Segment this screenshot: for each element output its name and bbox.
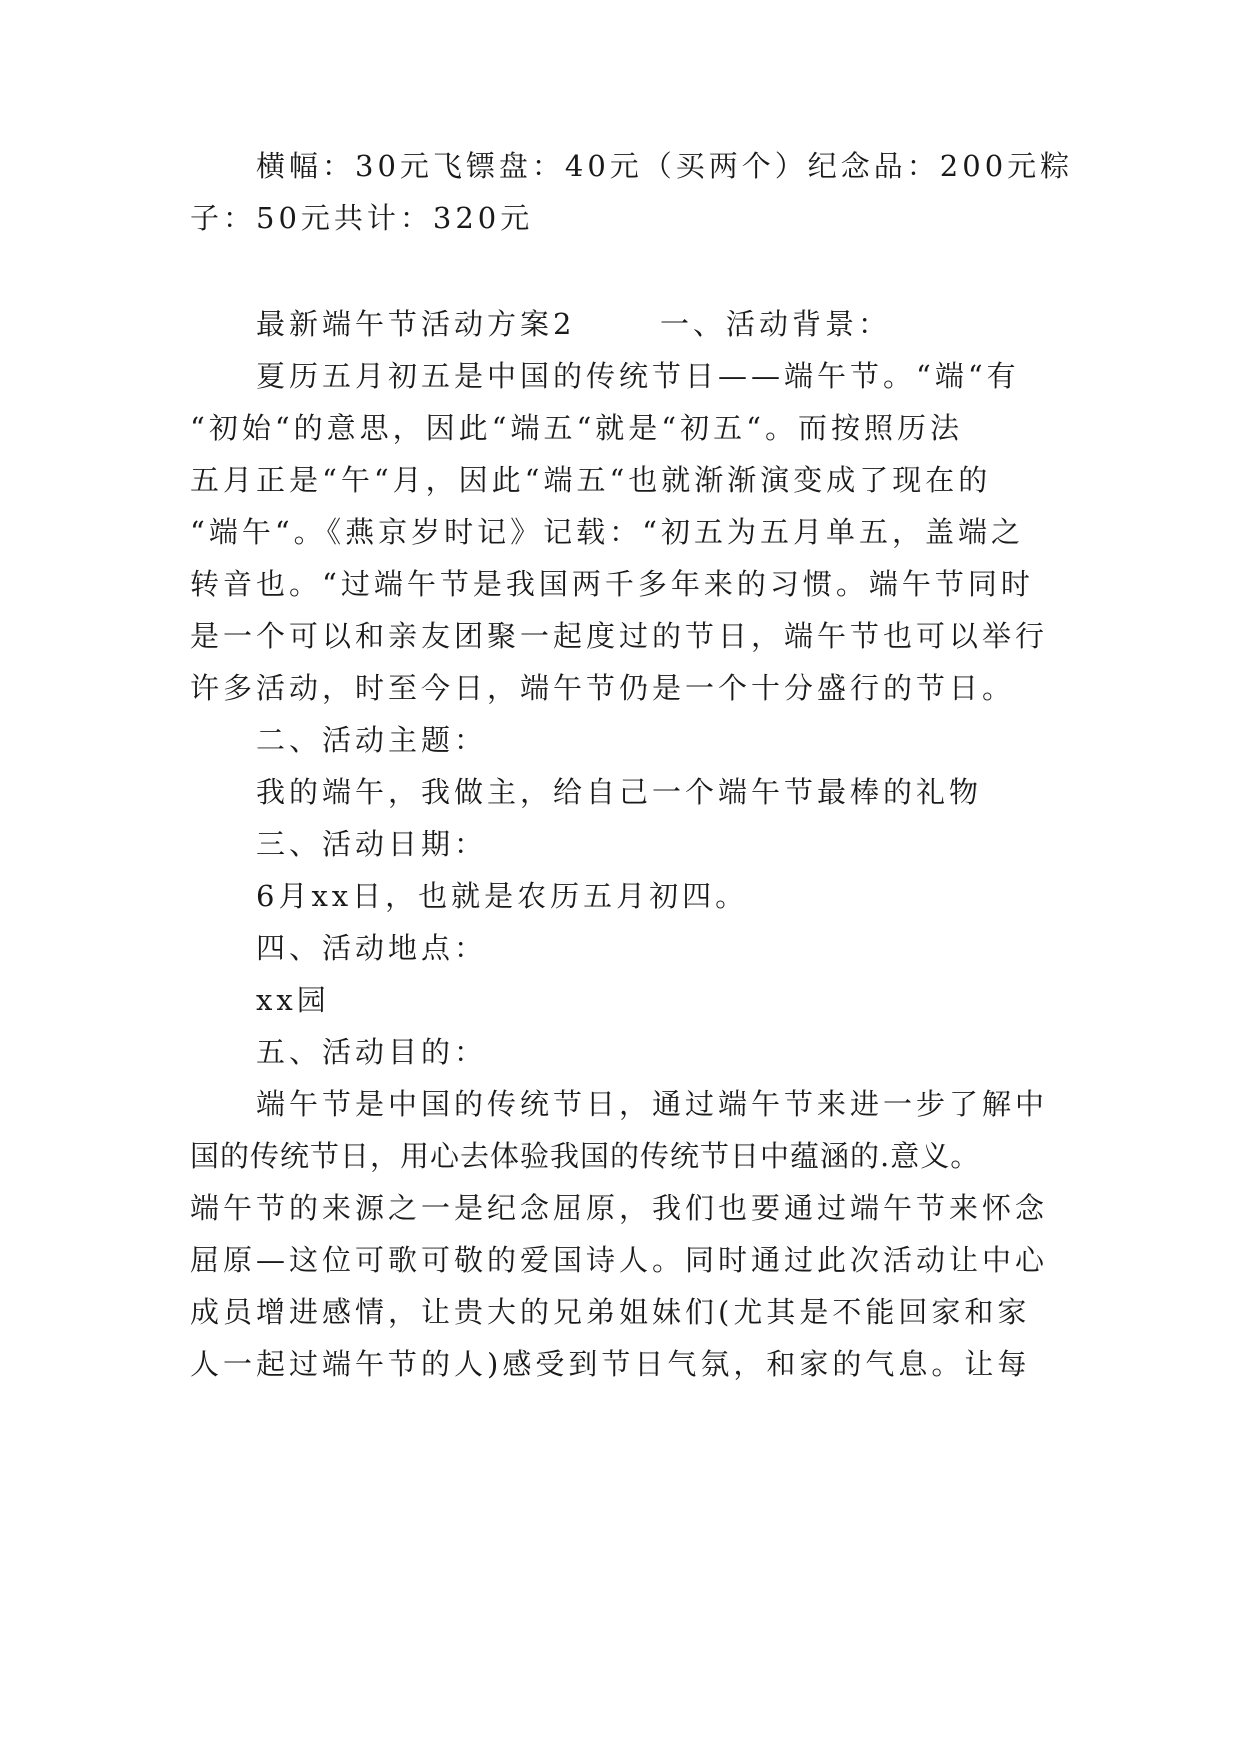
paragraph-line: 人一起过端午节的人)感受到节日气氛，和家的气息。让每 bbox=[190, 1347, 1031, 1381]
paragraph-line: 成员增进感情，让贵大的兄弟姐妹们(尤其是不能回家和家 bbox=[190, 1295, 1031, 1329]
paragraph-line: 五月正是“午“月，因此“端五“也就渐渐演变成了现在的 bbox=[190, 463, 992, 497]
paragraph-line: xx园 bbox=[256, 983, 330, 1017]
paragraph-line: 国的传统节日，用心去体验我国的传统节日中蕴涵的.意义。 bbox=[190, 1139, 981, 1173]
paragraph-line: “初始“的意思，因此“端五“就是“初五“。而按照历法 bbox=[190, 411, 963, 445]
paragraph-line: 端午节的来源之一是纪念屈原，我们也要通过端午节来怀念 bbox=[190, 1191, 1049, 1225]
heading-date: 三、活动日期： bbox=[256, 827, 488, 861]
paragraph-line: 我的端午，我做主，给自己一个端午节最棒的礼物 bbox=[256, 775, 983, 809]
paragraph-line: “端午“。《燕京岁时记》记载：“初五为五月单五，盖端之 bbox=[190, 515, 1024, 549]
paragraph-line: 6月xx日，也就是农历五月初四。 bbox=[256, 879, 749, 913]
heading-purpose: 五、活动目的： bbox=[256, 1035, 488, 1069]
paragraph-line: 夏历五月初五是中国的传统节日——端午节。“端“有 bbox=[256, 359, 1020, 393]
heading-theme: 二、活动主题： bbox=[256, 723, 488, 757]
paragraph-line: 屈原—这位可歌可敬的爱国诗人。同时通过此次活动让中心 bbox=[190, 1243, 1049, 1277]
heading-location: 四、活动地点： bbox=[256, 931, 488, 965]
budget-line-1: 横幅：30元飞镖盘：40元（买两个）纪念品：200元粽 bbox=[256, 149, 1074, 183]
section-title: 最新端午节活动方案2 bbox=[256, 307, 576, 341]
heading-background: 一、活动背景： bbox=[660, 307, 892, 341]
budget-line-2: 子：50元共计：320元 bbox=[190, 201, 534, 235]
paragraph-line: 转音也。“过端午节是我国两千多年来的习惯。端午节同时 bbox=[190, 567, 1034, 601]
paragraph-line: 许多活动，时至今日，端午节仍是一个十分盛行的节日。 bbox=[190, 671, 1016, 705]
paragraph-line: 是一个可以和亲友团聚一起度过的节日，端午节也可以举行 bbox=[190, 619, 1049, 653]
paragraph-line: 端午节是中国的传统节日，通过端午节来进一步了解中 bbox=[256, 1087, 1049, 1121]
